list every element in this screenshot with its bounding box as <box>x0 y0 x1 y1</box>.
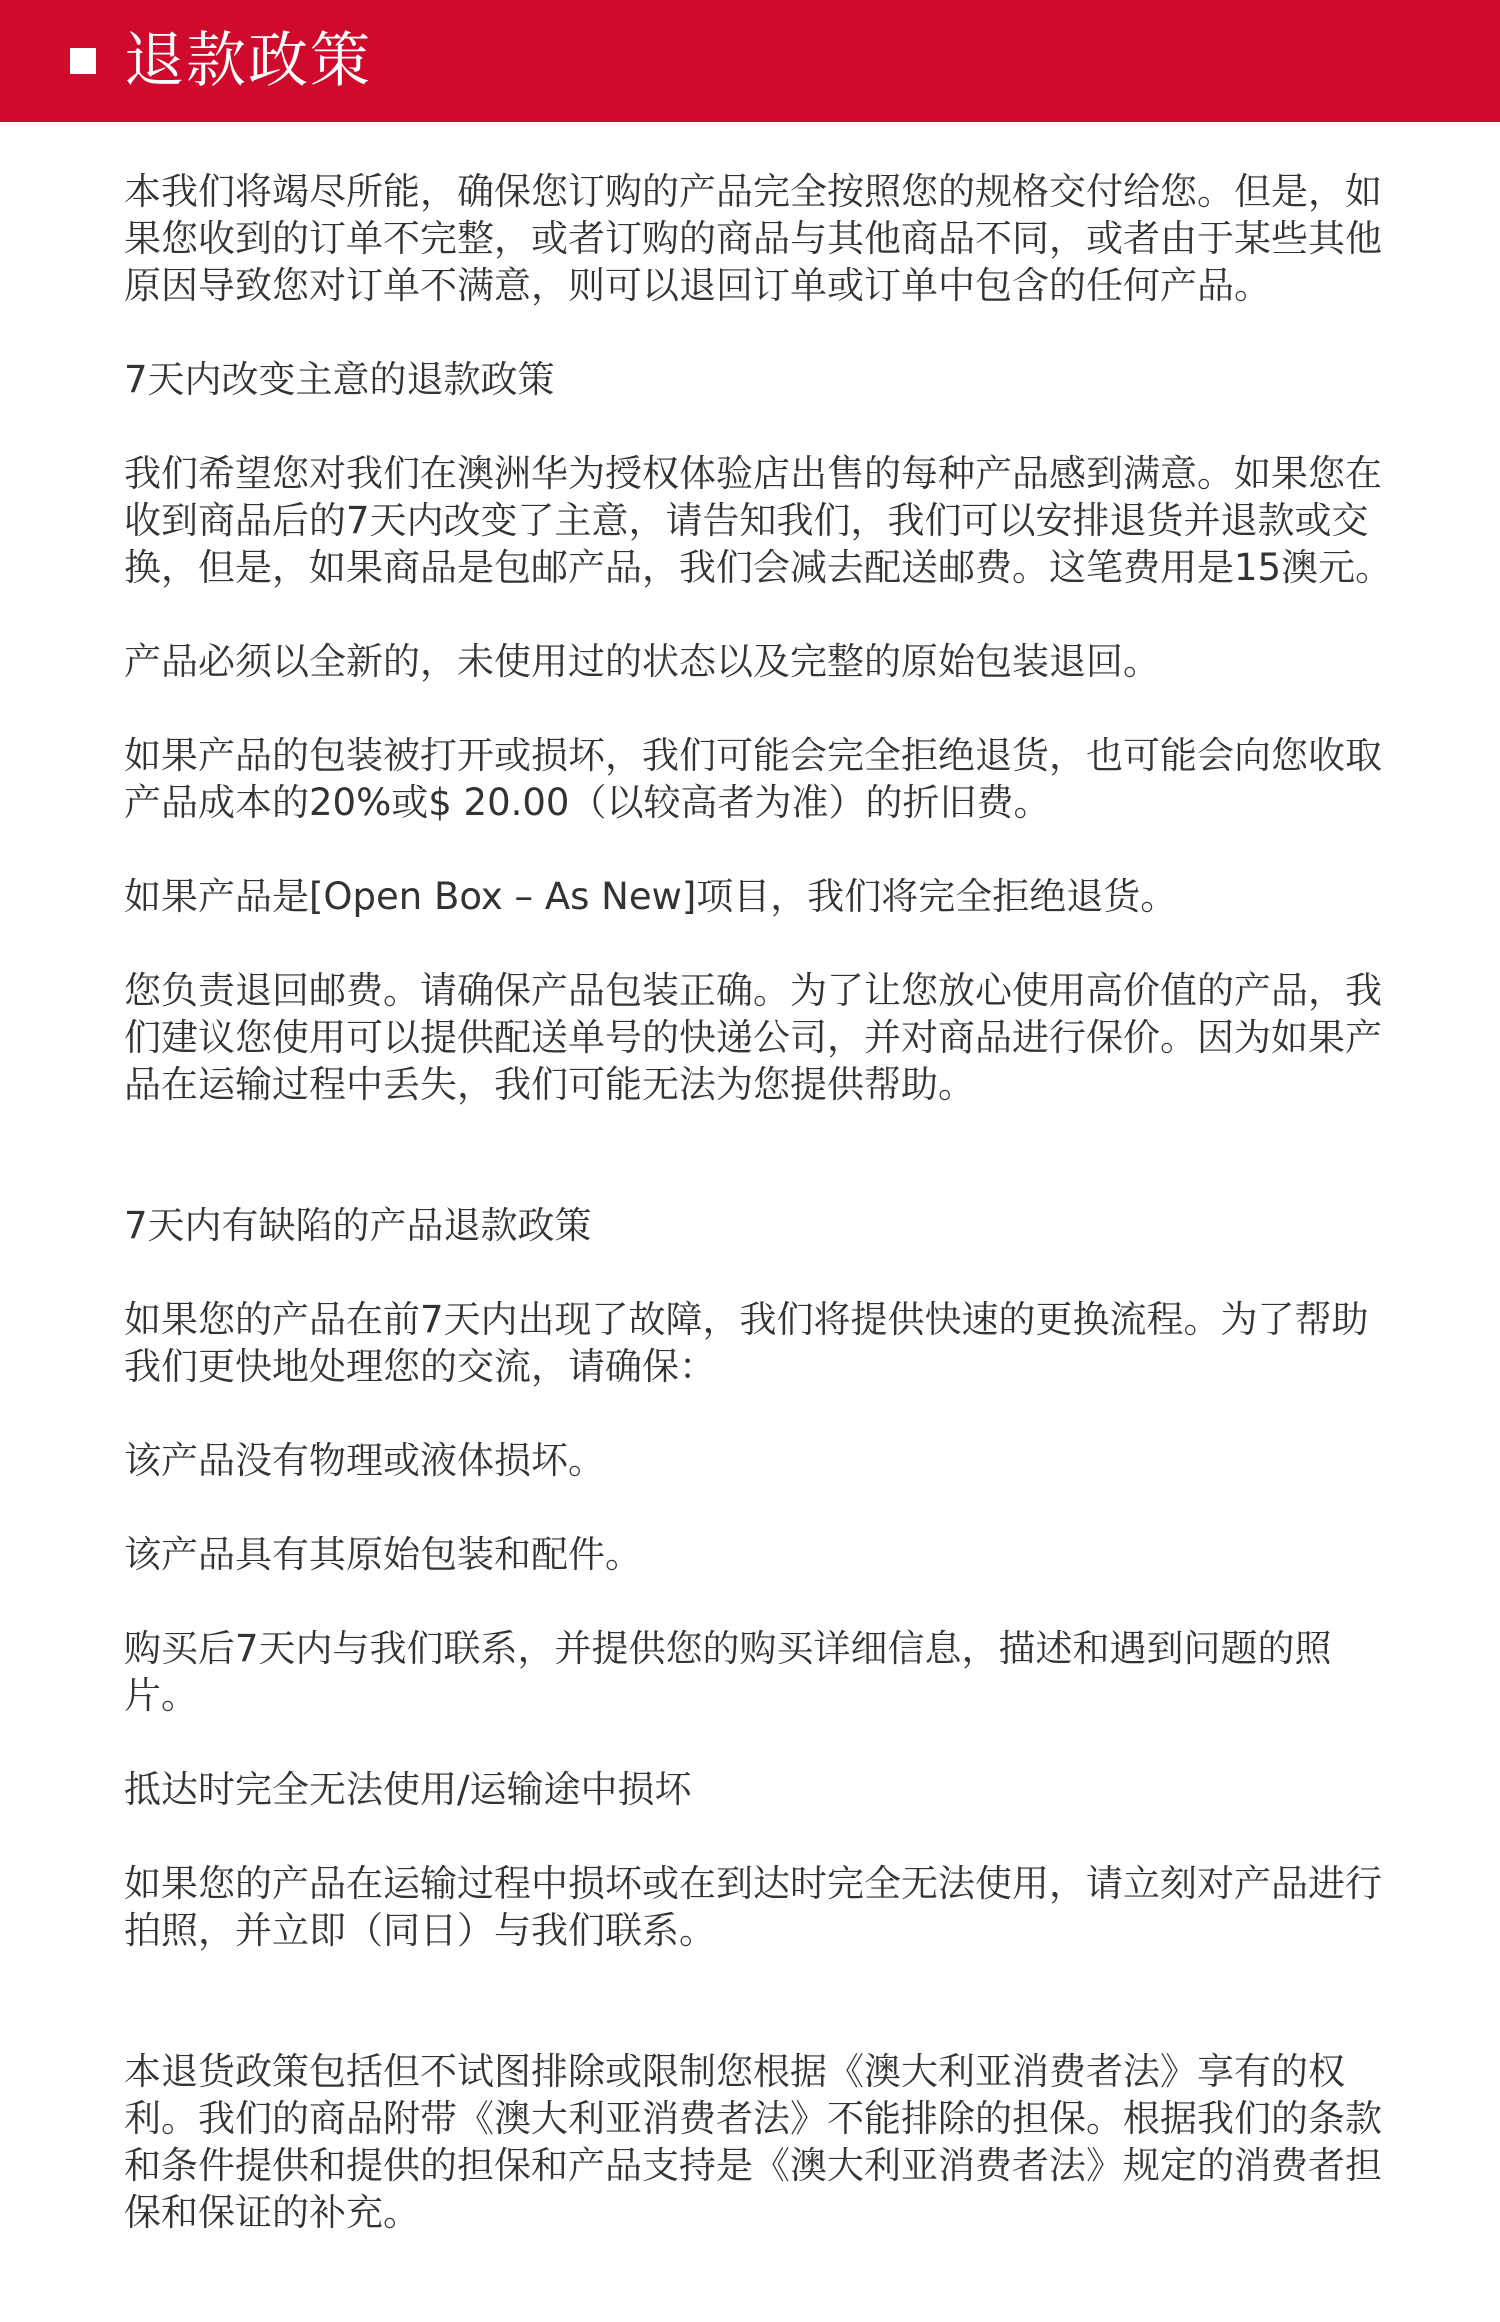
policy-content <box>124 168 1404 2236</box>
page-header <box>0 0 1500 122</box>
section-heading-doa: 抵达时完全无法使用/运输途中损坏 <box>124 1768 692 1811</box>
open-box-paragraph: 如果产品是[Open Box – As New]项目，我们将完全拒绝退货。 <box>124 875 1178 918</box>
section-heading-change-of-mind: 7天内改变主意的退款政策 <box>124 358 555 401</box>
original-packaging-condition: 该产品具有其原始包装和配件。 <box>124 1533 642 1576</box>
no-damage-condition: 该产品没有物理或液体损坏。 <box>124 1439 605 1482</box>
section-heading-defective: 7天内有缺陷的产品退款政策 <box>124 1204 592 1247</box>
page-title: 退款政策 <box>124 26 372 96</box>
intro-paragraph: 本我们将竭尽所能，确保您订购的产品完全按照您的规格交付给您。但是，如果您收到的订单不完整，或者订购的商品与其他商品不同，或者由于某些其他原因导致您对订单不满意，则可以退回订单或订单中包含的任何产品。 <box>124 170 1382 307</box>
square-bullet-icon <box>70 48 96 74</box>
return-postage-paragraph: 您负责退回邮费。请确保产品包装正确。为了让您放心使用高价值的产品，我们建议您使用可以提供配送单号的快递公司，并对商品进行保价。因为如果产品在运输过程中丢失，我们可能无法为您提供帮助。 <box>124 969 1382 1106</box>
change-of-mind-paragraph: 我们希望您对我们在澳洲华为授权体验店出售的每种产品感到满意。如果您在收到商品后的7天内改变了主意，请告知我们，我们可以安排退货并退款或交换，但是，如果商品是包邮产品，我们会减去配送邮费。这笔费用是15澳元。 <box>124 452 1393 589</box>
consumer-law-paragraph: 本退货政策包括但不试图排除或限制您根据《澳大利亚消费者法》享有的权利。我们的商品附带《澳大利亚消费者法》不能排除的担保。根据我们的条款和条件提供和提供的担保和产品支持是《澳大利亚消费者法》规定的消费者担保和保证的补充。 <box>124 2050 1382 2234</box>
damaged-packaging-paragraph: 如果产品的包装被打开或损坏，我们可能会完全拒绝退货，也可能会向您收取产品成本的20%或$ 20.00（以较高者为准）的折旧费。 <box>124 734 1382 824</box>
defective-paragraph: 如果您的产品在前7天内出现了故障，我们将提供快速的更换流程。为了帮助我们更快地处理您的交流，请确保： <box>124 1298 1369 1388</box>
condition-paragraph: 产品必须以全新的，未使用过的状态以及完整的原始包装退回。 <box>124 640 1160 683</box>
doa-paragraph: 如果您的产品在运输过程中损坏或在到达时完全无法使用，请立刻对产品进行拍照，并立即（同日）与我们联系。 <box>124 1862 1382 1952</box>
contact-condition: 购买后7天内与我们联系，并提供您的购买详细信息，描述和遇到问题的照片。 <box>124 1627 1332 1717</box>
